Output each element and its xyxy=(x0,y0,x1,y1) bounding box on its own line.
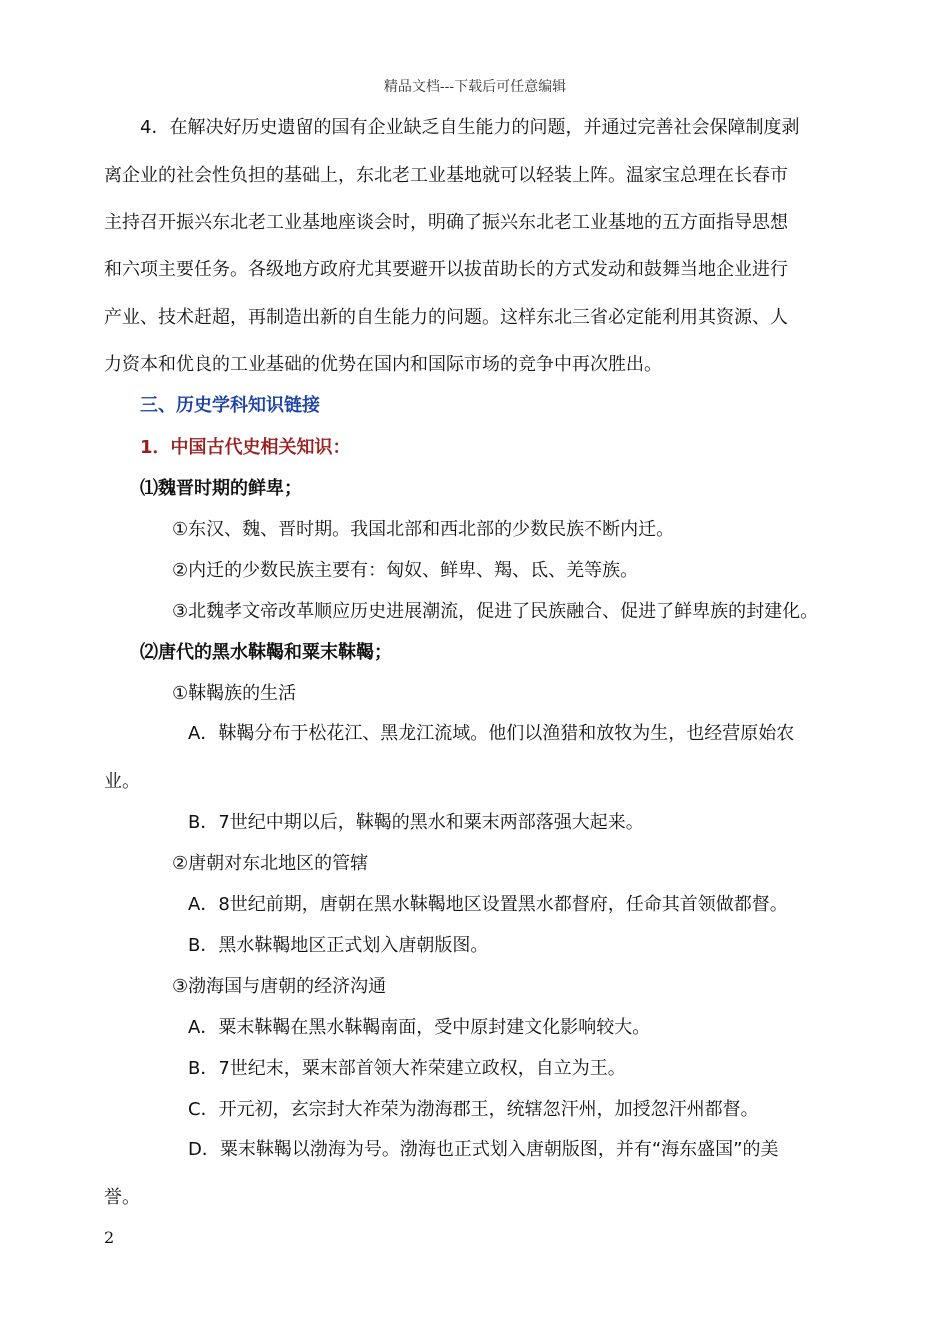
list-subitem: C．开元初，玄宗封大祚荣为渤海郡王，统辖忽汗州，加授忽汗州都督。 xyxy=(188,1099,759,1120)
paragraph-line: 产业、技术赶超，再制造出新的自生能力的问题。这样东北三省必定能利用其资源、人 xyxy=(104,307,788,328)
list-subitem: B．7世纪末，粟末部首领大祚荣建立政权，自立为王。 xyxy=(188,1058,626,1079)
section-heading: 三、历史学科知识链接 xyxy=(140,395,320,416)
topic-heading: ⑵唐代的黑水靺鞨和粟末靺鞨； xyxy=(140,642,392,663)
page-header: 精品文档---下载后可任意编辑 xyxy=(383,79,567,95)
list-item: ①东汉、魏、晋时期。我国北部和西北部的少数民族不断内迁。 xyxy=(172,519,675,540)
list-subitem: A．靺鞨分布于松花江、黑龙江流域。他们以渔猎和放牧为生，也经营原始农 xyxy=(188,723,795,744)
list-subitem-continuation: 誉。 xyxy=(104,1187,140,1208)
list-item: ②内迁的少数民族主要有：匈奴、鲜卑、羯、氐、羌等族。 xyxy=(172,560,639,581)
list-subitem: B．黑水靺鞨地区正式划入唐朝版图。 xyxy=(188,935,489,956)
paragraph-line: 主持召开振兴东北老工业基地座谈会时，明确了振兴东北老工业基地的五方面指导思想 xyxy=(104,212,788,233)
list-subitem: A．8世纪前期，唐朝在黑水靺鞨地区设置黑水都督府，任命其首领做都督。 xyxy=(188,894,788,915)
list-subitem: B．7世纪中期以后，靺鞨的黑水和粟末两部落强大起来。 xyxy=(188,812,644,833)
topic-heading: ⑴魏晋时期的鲜卑； xyxy=(140,478,302,499)
list-subitem: D．粟末靺鞨以渤海为号。渤海也正式划入唐朝版图，并有“海东盛国”的美 xyxy=(188,1139,779,1160)
list-subitem: A．粟末靺鞨在黑水靺鞨南面，受中原封建文化影响较大。 xyxy=(188,1017,651,1038)
list-item: ①靺鞨族的生活 xyxy=(172,683,297,704)
paragraph-line: 和六项主要任务。各级地方政府尤其要避开以拔苗助长的方式发动和鼓舞当地企业进行 xyxy=(104,259,788,280)
list-item: ③北魏孝文帝改革顺应历史进展潮流，促进了民族融合、促进了鲜卑族的封建化。 xyxy=(172,601,819,622)
subsection-heading: 1．中国古代史相关知识： xyxy=(140,437,351,458)
list-item: ②唐朝对东北地区的管辖 xyxy=(172,853,369,874)
list-subitem-continuation: 业。 xyxy=(104,771,140,792)
paragraph-line: 离企业的社会性负担的基础上，东北老工业基地就可以轻装上阵。温家宝总理在长春市 xyxy=(104,165,788,186)
page-number: 2 xyxy=(104,1228,115,1247)
list-item: ③渤海国与唐朝的经济沟通 xyxy=(172,976,387,997)
paragraph-line: 4．在解决好历史遗留的国有企业缺乏自生能力的问题，并通过完善社会保障制度剥 xyxy=(140,117,800,138)
paragraph-line: 力资本和优良的工业基础的优势在国内和国际市场的竞争中再次胜出。 xyxy=(104,354,662,375)
